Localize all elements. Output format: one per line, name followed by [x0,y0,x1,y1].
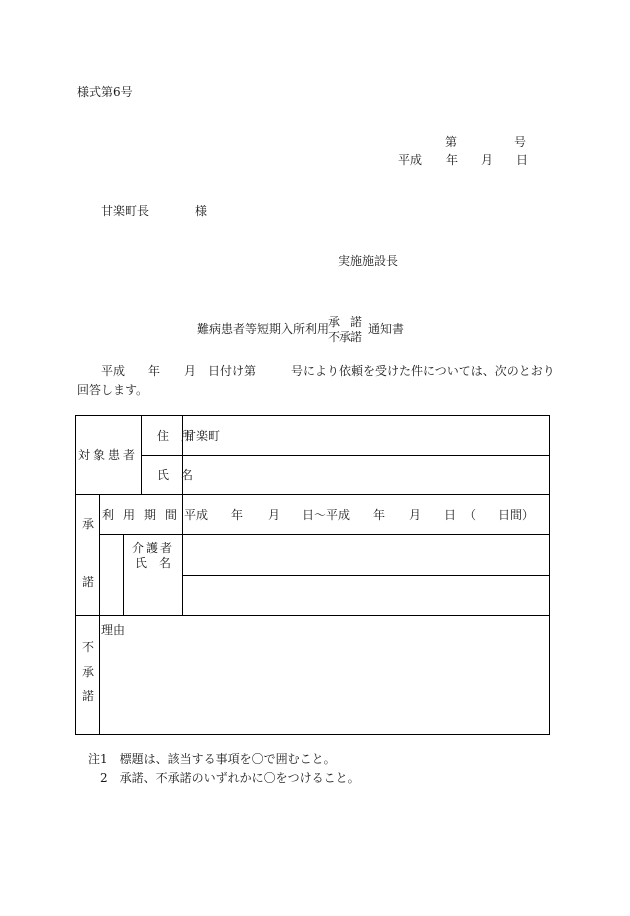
body-rest: 号により依頼を受けた件については、次のとおり [291,364,555,378]
caregiver-label-1: 介護者 [132,541,175,555]
date-era: 平成 [398,153,423,167]
sender: 実施施設長 [338,254,399,268]
addressee-name: 甘楽町長 [101,204,150,218]
body-era: 平成 [101,364,126,378]
title-option-reject: 不承諾 [328,330,362,344]
doc-number-prefix: 第 [445,135,458,149]
form-number: 様式第6号 [77,85,133,99]
doc-number-suffix: 号 [514,135,527,149]
note-2: 2 承諾、不承諾のいずれかに〇をつけること。 [100,771,360,785]
divider-caregiver-indent [123,534,124,615]
body-line2: 回答します。 [77,383,149,397]
table-border-bottom [75,734,550,735]
period-era1: 平成 [184,508,209,522]
reject-header-char3: 諾 [82,689,95,703]
body-month: 月 [184,364,197,378]
divider-patient-header [141,415,142,495]
period-paren-open: （ [464,508,477,522]
period-days: 日間） [498,508,535,522]
date-month: 月 [481,153,494,167]
period-label: 利用期間 [102,508,187,522]
period-year2: 年 [373,508,386,522]
period-month1: 月 [268,508,281,522]
divider-patient-section [75,494,550,495]
approve-header-char1: 承 [82,517,95,531]
approve-header-char2: 諾 [82,575,95,589]
period-day1-sep: 日～平成 [302,508,351,522]
reject-header-char1: 不 [82,640,95,654]
title-suffix: 通知書 [368,322,405,336]
note-1: 注1 標題は、該当する事項を〇で囲むこと。 [88,752,336,766]
divider-approve-section [75,615,550,616]
period-day2: 日 [444,508,457,522]
reason-label: 理由 [101,623,126,637]
name-label: 氏 名 [157,468,194,482]
address-value: 甘楽町 [184,429,221,443]
body-day-no: 日付け第 [208,364,257,378]
title-option-approve: 承 諾 [328,315,362,329]
date-year: 年 [446,153,459,167]
table-border-right [549,415,550,735]
period-year1: 年 [231,508,244,522]
period-month2: 月 [409,508,422,522]
title-main: 難病患者等短期入所利用 [197,322,330,336]
addressee-honorific: 様 [195,204,208,218]
caregiver-label-2: 氏 名 [135,556,172,570]
table-border-left [75,415,76,735]
divider-period [99,534,549,535]
divider-approve-header [99,494,100,735]
address-label: 住 所 [157,429,194,443]
body-year: 年 [148,364,161,378]
table-border-top [75,415,550,416]
patient-header: 対象患者 [78,448,139,462]
reject-header-char2: 承 [82,665,95,679]
date-day: 日 [516,153,529,167]
divider-caregiver-1 [182,575,549,576]
divider-address [141,455,549,456]
